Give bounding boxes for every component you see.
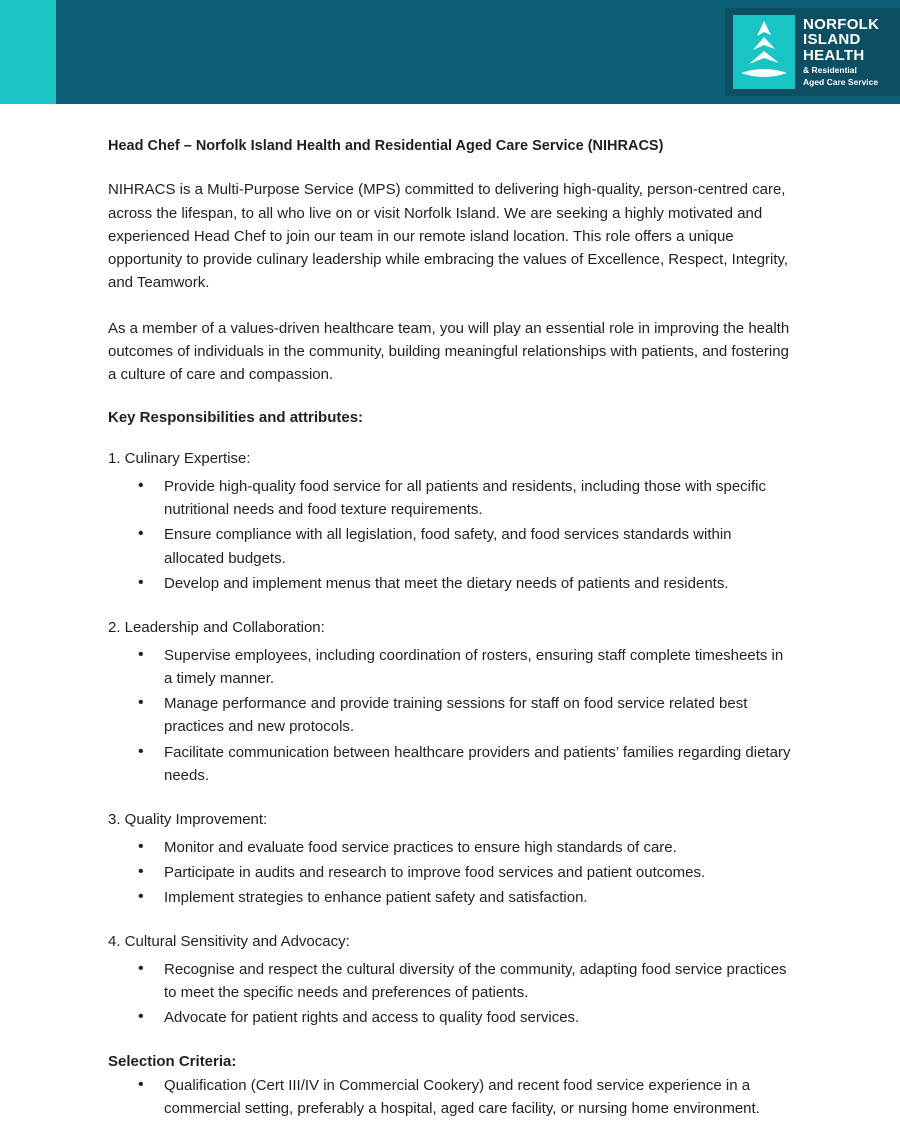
logo-line-norfolk: NORFOLK: [803, 15, 880, 33]
list-item: • Ensure compliance with all legislation, food safety, and food services standards within allocated budgets.: [108, 523, 792, 570]
list-item: • Recognise and respect the cultural diversity of the community, adapting food service practices to meet the specific needs and preferences of patients.: [108, 958, 792, 1005]
intro-paragraph-1: NIHRACS is a Multi-Purpose Service (MPS) committed to delivering high-quality, person-centred care, across the lifespan, to all who live on or visit Norfolk Island. We are seeking a highly motivated and experienced Head Chef to join our team in our remote island location. This role offers a unique opportunity to provide culinary leadership while embracing the values of Excellence, Respect, Integrity, and Teamwork.: [108, 181, 789, 292]
page-header: [0, 0, 900, 104]
list-item: • Manage performance and provide training sessions for staff on food service related best practices and new protocols.: [108, 692, 792, 739]
list-item: • Facilitate communication between healthcare providers and patients’ families regarding dietary needs.: [108, 741, 792, 788]
organisation-logo: [725, 8, 900, 96]
selection-criteria-heading: Selection Criteria:: [108, 1052, 237, 1070]
list-item: • Provide high-quality food service for all patients and residents, including those with specific nutritional needs and food texture requirements.: [108, 475, 792, 522]
list-item: • Monitor and evaluate food service practices to ensure high standards of care.: [108, 836, 792, 859]
section-bullets-4: [108, 958, 792, 1030]
norfolk-pine-icon: [733, 15, 795, 89]
list-item: • Qualification (Cert III/IV in Commercial Cookery) and recent food service experience in a commercial setting, preferably a hospital, aged care facility, or nursing home environment.: [108, 1074, 792, 1121]
section-bullets-2: [108, 644, 792, 788]
header-accent-bar: [0, 0, 56, 104]
section-heading-3: 3. Quality Improvement:: [108, 811, 268, 829]
logo-line-island: ISLAND: [803, 31, 861, 49]
list-item: • Develop and implement menus that meet the dietary needs of patients and residents.: [108, 572, 792, 595]
section-bullets-3: [108, 836, 792, 910]
intro-paragraph-2: As a member of a values-driven healthcare team, you will play an essential role in improving the health outcomes of individuals in the community, building meaningful relationships with patients, and fostering a culture of care and compassion.: [108, 319, 790, 384]
logo-line-health: HEALTH: [803, 47, 865, 65]
logo-wordmark: [795, 17, 879, 88]
list-item: • Supervise employees, including coordination of rosters, ensuring staff complete timesheets in a timely manner.: [108, 644, 792, 691]
section-heading-2: 2. Leadership and Collaboration:: [108, 619, 325, 637]
logo-line-agedcare: Aged Care Service: [803, 76, 879, 87]
section-heading-1: 1. Culinary Expertise:: [108, 450, 251, 468]
list-item: • Participate in audits and research to improve food services and patient outcomes.: [108, 861, 792, 884]
page-title: Head Chef – Norfolk Island Health and Residential Aged Care Service (NIHRACS): [108, 138, 664, 154]
selection-criteria-bullets: [108, 1074, 792, 1121]
responsibilities-heading: Key Responsibilities and attributes:: [108, 409, 364, 427]
document-body: [0, 104, 900, 1120]
section-bullets-1: [108, 475, 792, 595]
section-heading-4: 4. Cultural Sensitivity and Advocacy:: [108, 933, 350, 951]
list-item: • Advocate for patient rights and access to quality food services.: [108, 1006, 792, 1029]
list-item: • Implement strategies to enhance patient safety and satisfaction.: [108, 886, 792, 909]
logo-line-residential: & Residential: [803, 64, 857, 75]
